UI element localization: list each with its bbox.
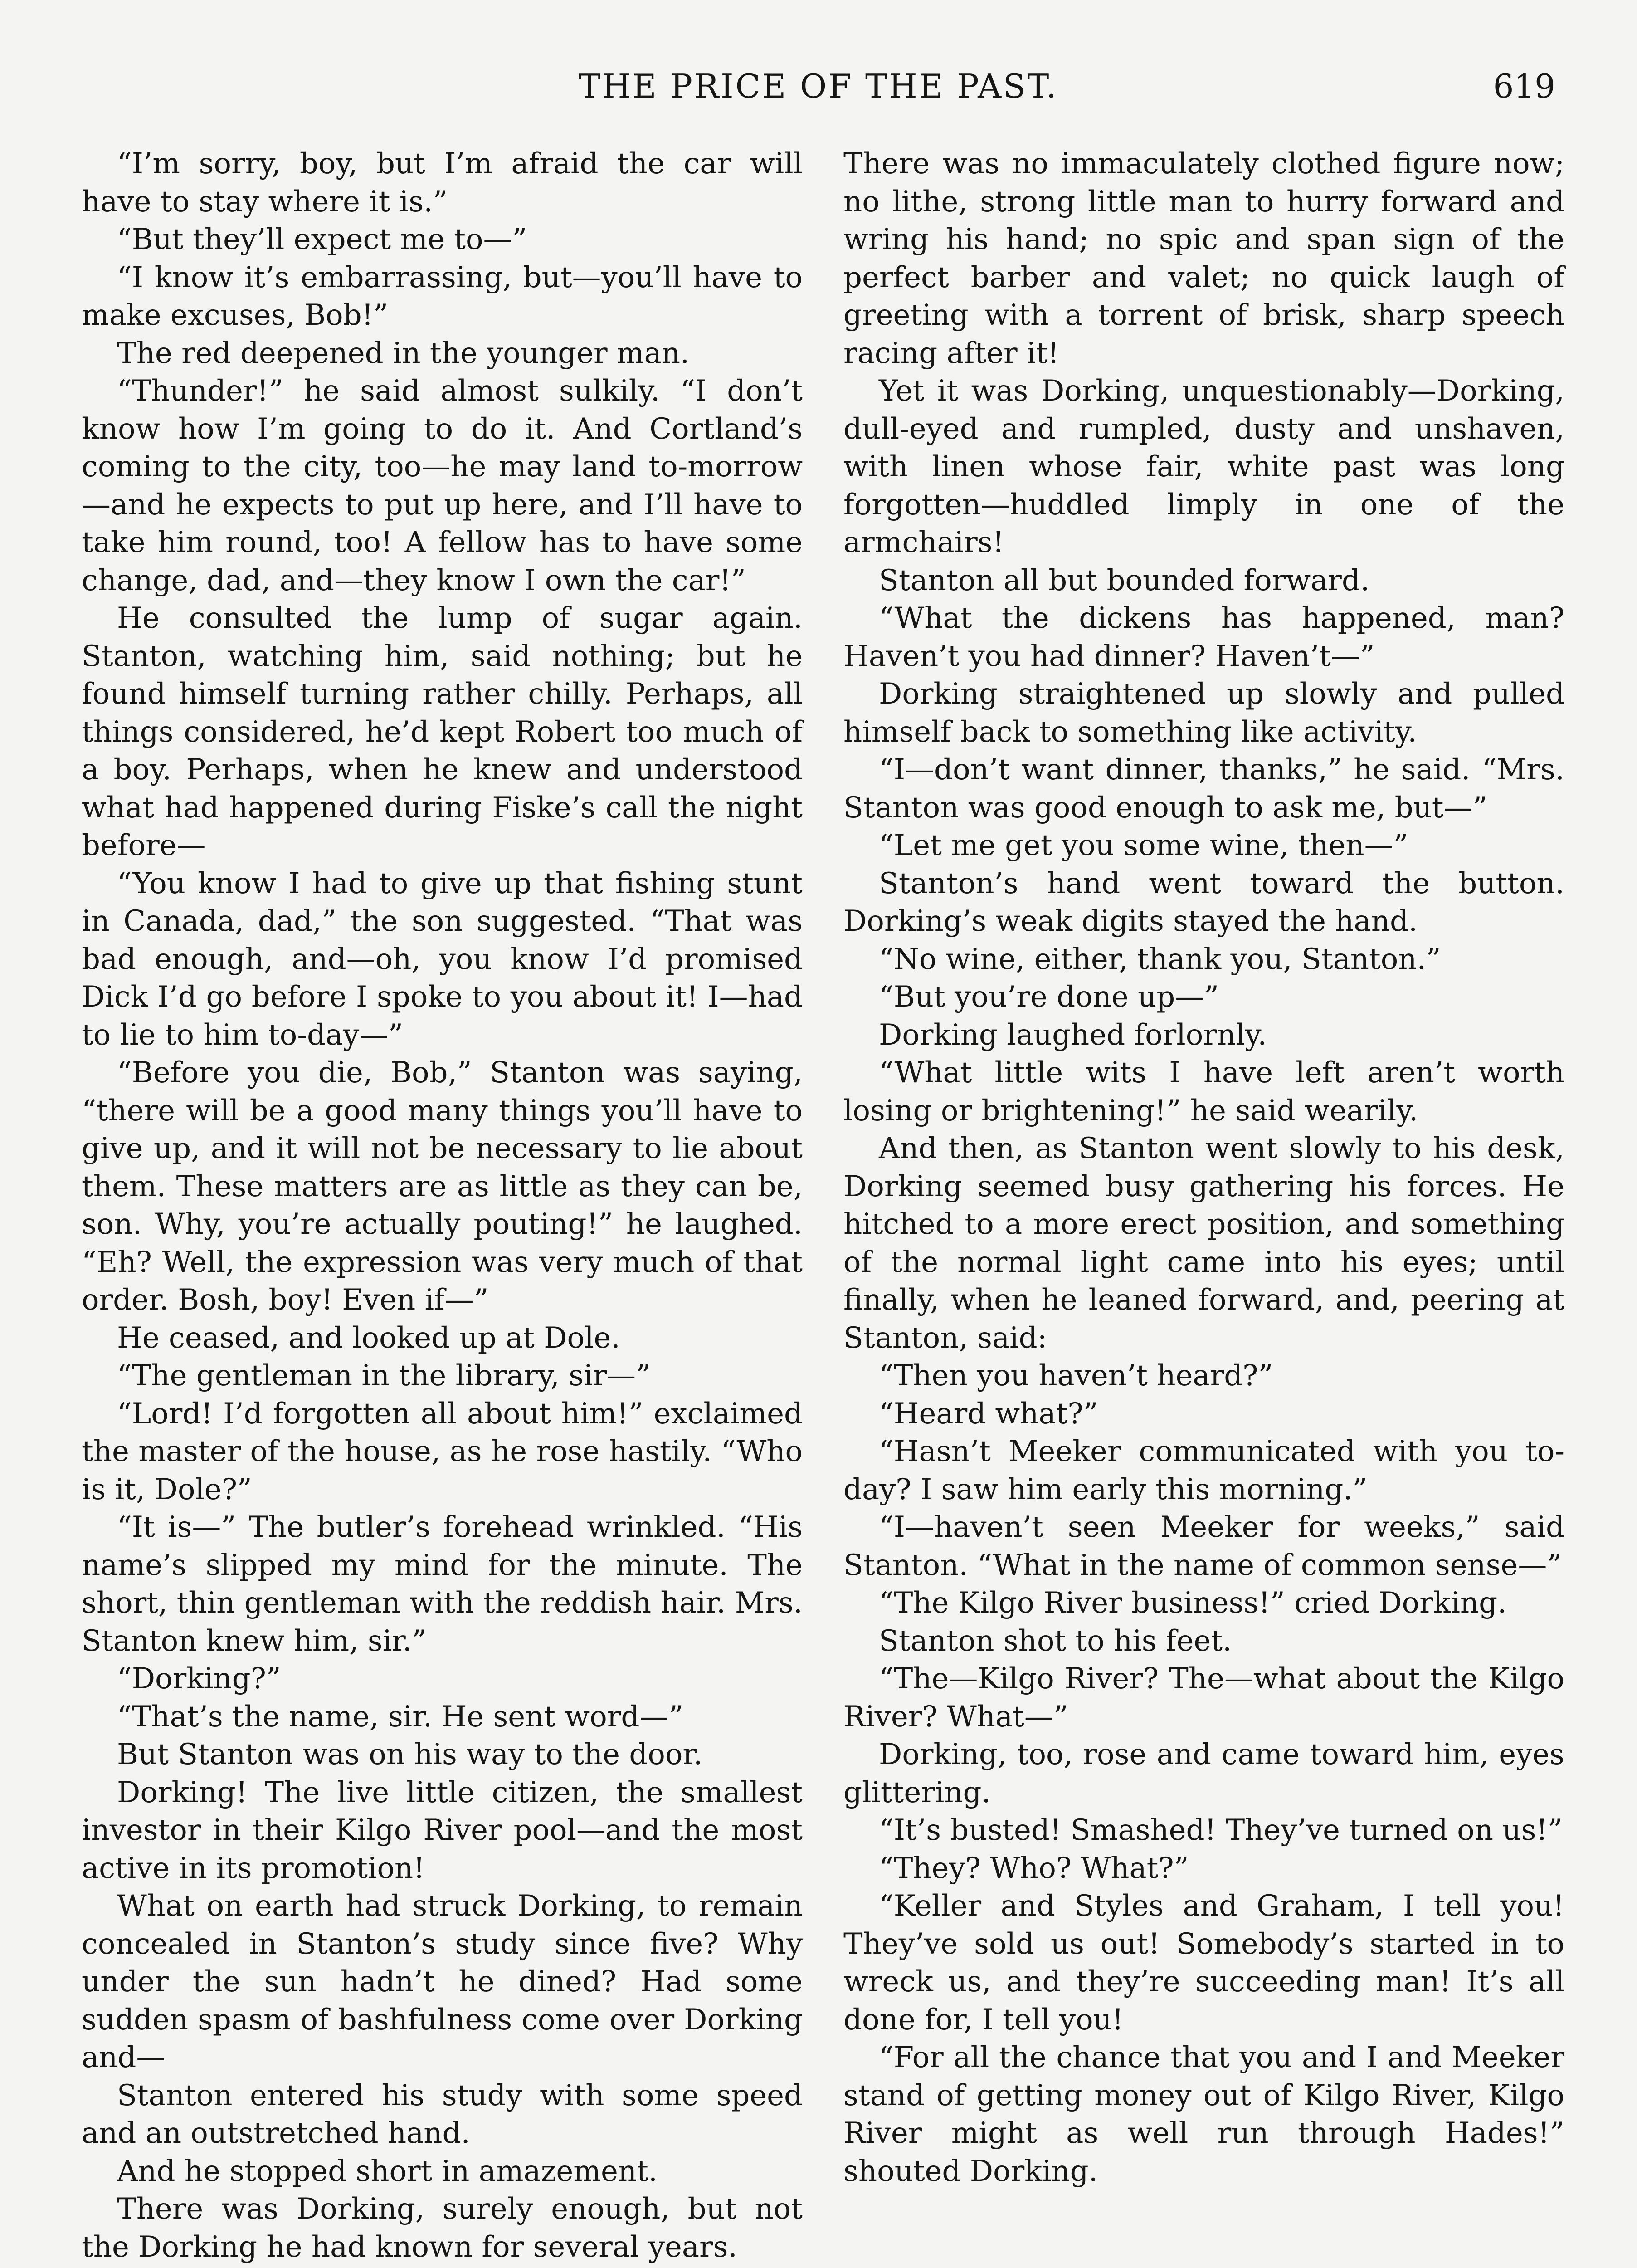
paragraph: Stanton shot to his feet. [879, 1624, 1232, 1658]
paragraph: “The—Kilgo River? The—what about the Kilgo River? What—” [843, 1662, 1564, 1734]
paragraph: “The gentleman in the library, sir—” [117, 1359, 651, 1393]
paragraph: Dorking, too, rose and came toward him, eyes glittering. [843, 1738, 1564, 1809]
paragraph: “What little wits I have left aren’t worth losing or brightening!” he said wearily. [843, 1056, 1564, 1128]
paragraph: “I’m sorry, boy, but I’m afraid the car will have to stay where it is.” [82, 147, 803, 219]
right-text-column [843, 145, 1564, 2190]
paragraph: He ceased, and looked up at Dole. [117, 1321, 620, 1355]
paragraph: “That’s the name, sir. He sent word—” [117, 1700, 683, 1734]
paragraph: Stanton’s hand went toward the button. Dorking’s weak digits stayed the hand. [843, 866, 1564, 938]
left-text-column [82, 145, 803, 2266]
paragraph: He consulted the lump of sugar again. Stanton, watching him, said nothing; but he found himself turning rather chilly. Perhaps, all things considered, he’d kept Robert too much of a boy. Perhaps, when he knew and understood what had happened during Fiske’s call the night before— [82, 601, 803, 862]
paragraph: “But you’re done up—” [879, 980, 1219, 1014]
paragraph: Stanton all but bounded forward. [879, 563, 1370, 597]
running-title: THE PRICE OF THE PAST. [579, 67, 1058, 105]
page-number: 619 [1493, 67, 1555, 105]
paragraph: “But they’ll expect me to—” [117, 223, 527, 256]
paragraph: “It is—” The butler’s forehead wrinkled. “His name’s slipped my mind for the minute. The short, thin gentleman with the reddish hair. Mrs. Stanton knew him, sir.” [82, 1510, 803, 1658]
paragraph: “Heard what?” [879, 1397, 1098, 1431]
paragraph: “They? Who? What?” [879, 1851, 1189, 1885]
paragraph: “It’s busted! Smashed! They’ve turned on us!” [879, 1813, 1563, 1847]
paragraph: “Then you haven’t heard?” [879, 1359, 1273, 1393]
paragraph: What on earth had struck Dorking, to remain concealed in Stanton’s study since five? Why under the sun hadn’t he dined? Had some sudden spasm of bashfulness come over Dorking and— [82, 1889, 803, 2074]
paragraph: “Hasn’t Meeker communicated with you to-day? I saw him early this morning.” [843, 1435, 1564, 1506]
paragraph: Stanton entered his study with some speed and an outstretched hand. [82, 2078, 803, 2150]
paragraph: And he stopped short in amazement. [117, 2154, 658, 2188]
paragraph: But Stanton was on his way to the door. [117, 1738, 703, 1771]
paragraph: Dorking straightened up slowly and pulled himself back to something like activity. [843, 677, 1564, 749]
paragraph: There was Dorking, surely enough, but not the Dorking he had known for several years. [82, 2192, 803, 2264]
page-header [82, 59, 1555, 113]
paragraph: “Thunder!” he said almost sulkily. “I don’t know how I’m going to do it. And Cortland’s coming to the city, too—he may land to-morrow—and he expects to put up here, and I’ll have to take him round, too! A fellow has to have some change, dad, and—they know I own the car!” [82, 374, 803, 597]
paragraph: “You know I had to give up that fishing stunt in Canada, dad,” the son suggested. “That was bad enough, and—oh, you know I’d promised Dick I’d go before I spoke to you about it! I—had to lie to him to-day—” [82, 866, 803, 1052]
paragraph: “I—don’t want dinner, thanks,” he said. “Mrs. Stanton was good enough to ask me, but—” [843, 753, 1564, 825]
paragraph: “No wine, either, thank you, Stanton.” [879, 942, 1441, 976]
paragraph: “For all the chance that you and I and Meeker stand of getting money out of Kilgo River, Kilgo River might as well run through Hades!” shouted Dorking. [843, 2041, 1564, 2188]
paragraph: “I know it’s embarrassing, but—you’ll have to make excuses, Bob!” [82, 260, 803, 332]
paragraph: “Dorking?” [117, 1662, 281, 1696]
paragraph: “Lord! I’d forgotten all about him!” exclaimed the master of the house, as he rose hastily. “Who is it, Dole?” [82, 1397, 803, 1506]
paragraph: Dorking! The live little citizen, the smallest investor in their Kilgo River pool—and the most active in its promotion! [82, 1775, 803, 1885]
paragraph: “Keller and Styles and Graham, I tell you! They’ve sold us out! Somebody’s started in to wreck us, and they’re succeeding man! It’s all done for, I tell you! [843, 1889, 1564, 2037]
paragraph: “The Kilgo River business!” cried Dorking. [879, 1586, 1507, 1620]
paragraph: “Before you die, Bob,” Stanton was saying, “there will be a good many things you’ll have to give up, and it will not be necessary to lie about them. These matters are as little as they can be, son. Why, you’re actually pouting!” he laughed. “Eh? Well, the expression was very much of that order. Bosh, boy! Even if—” [82, 1056, 803, 1317]
paragraph: And then, as Stanton went slowly to his desk, Dorking seemed busy gathering his forces. He hitched to a more erect position, and something of the normal light came into his eyes; until finally, when he leaned forward, and, peering at Stanton, said: [843, 1132, 1564, 1355]
paragraph: Yet it was Dorking, unquestionably—Dorking, dull-eyed and rumpled, dusty and unshaven, with linen whose fair, white past was long forgotten—huddled limply in one of the armchairs! [843, 374, 1564, 559]
paragraph: “I—haven’t seen Meeker for weeks,” said Stanton. “What in the name of common sense—” [843, 1510, 1564, 1582]
paragraph: The red deepened in the younger man. [117, 336, 690, 370]
paragraph: “Let me get you some wine, then—” [879, 829, 1408, 862]
paragraph: Dorking laughed forlornly. [879, 1018, 1267, 1052]
paragraph: There was no immaculately clothed figure now; no lithe, strong little man to hurry forward and wring his hand; no spic and span sign of the perfect barber and valet; no quick laugh of greeting with a torrent of brisk, sharp speech racing after it! [843, 147, 1564, 370]
paragraph: “What the dickens has happened, man? Haven’t you had dinner? Haven’t—” [843, 601, 1564, 673]
